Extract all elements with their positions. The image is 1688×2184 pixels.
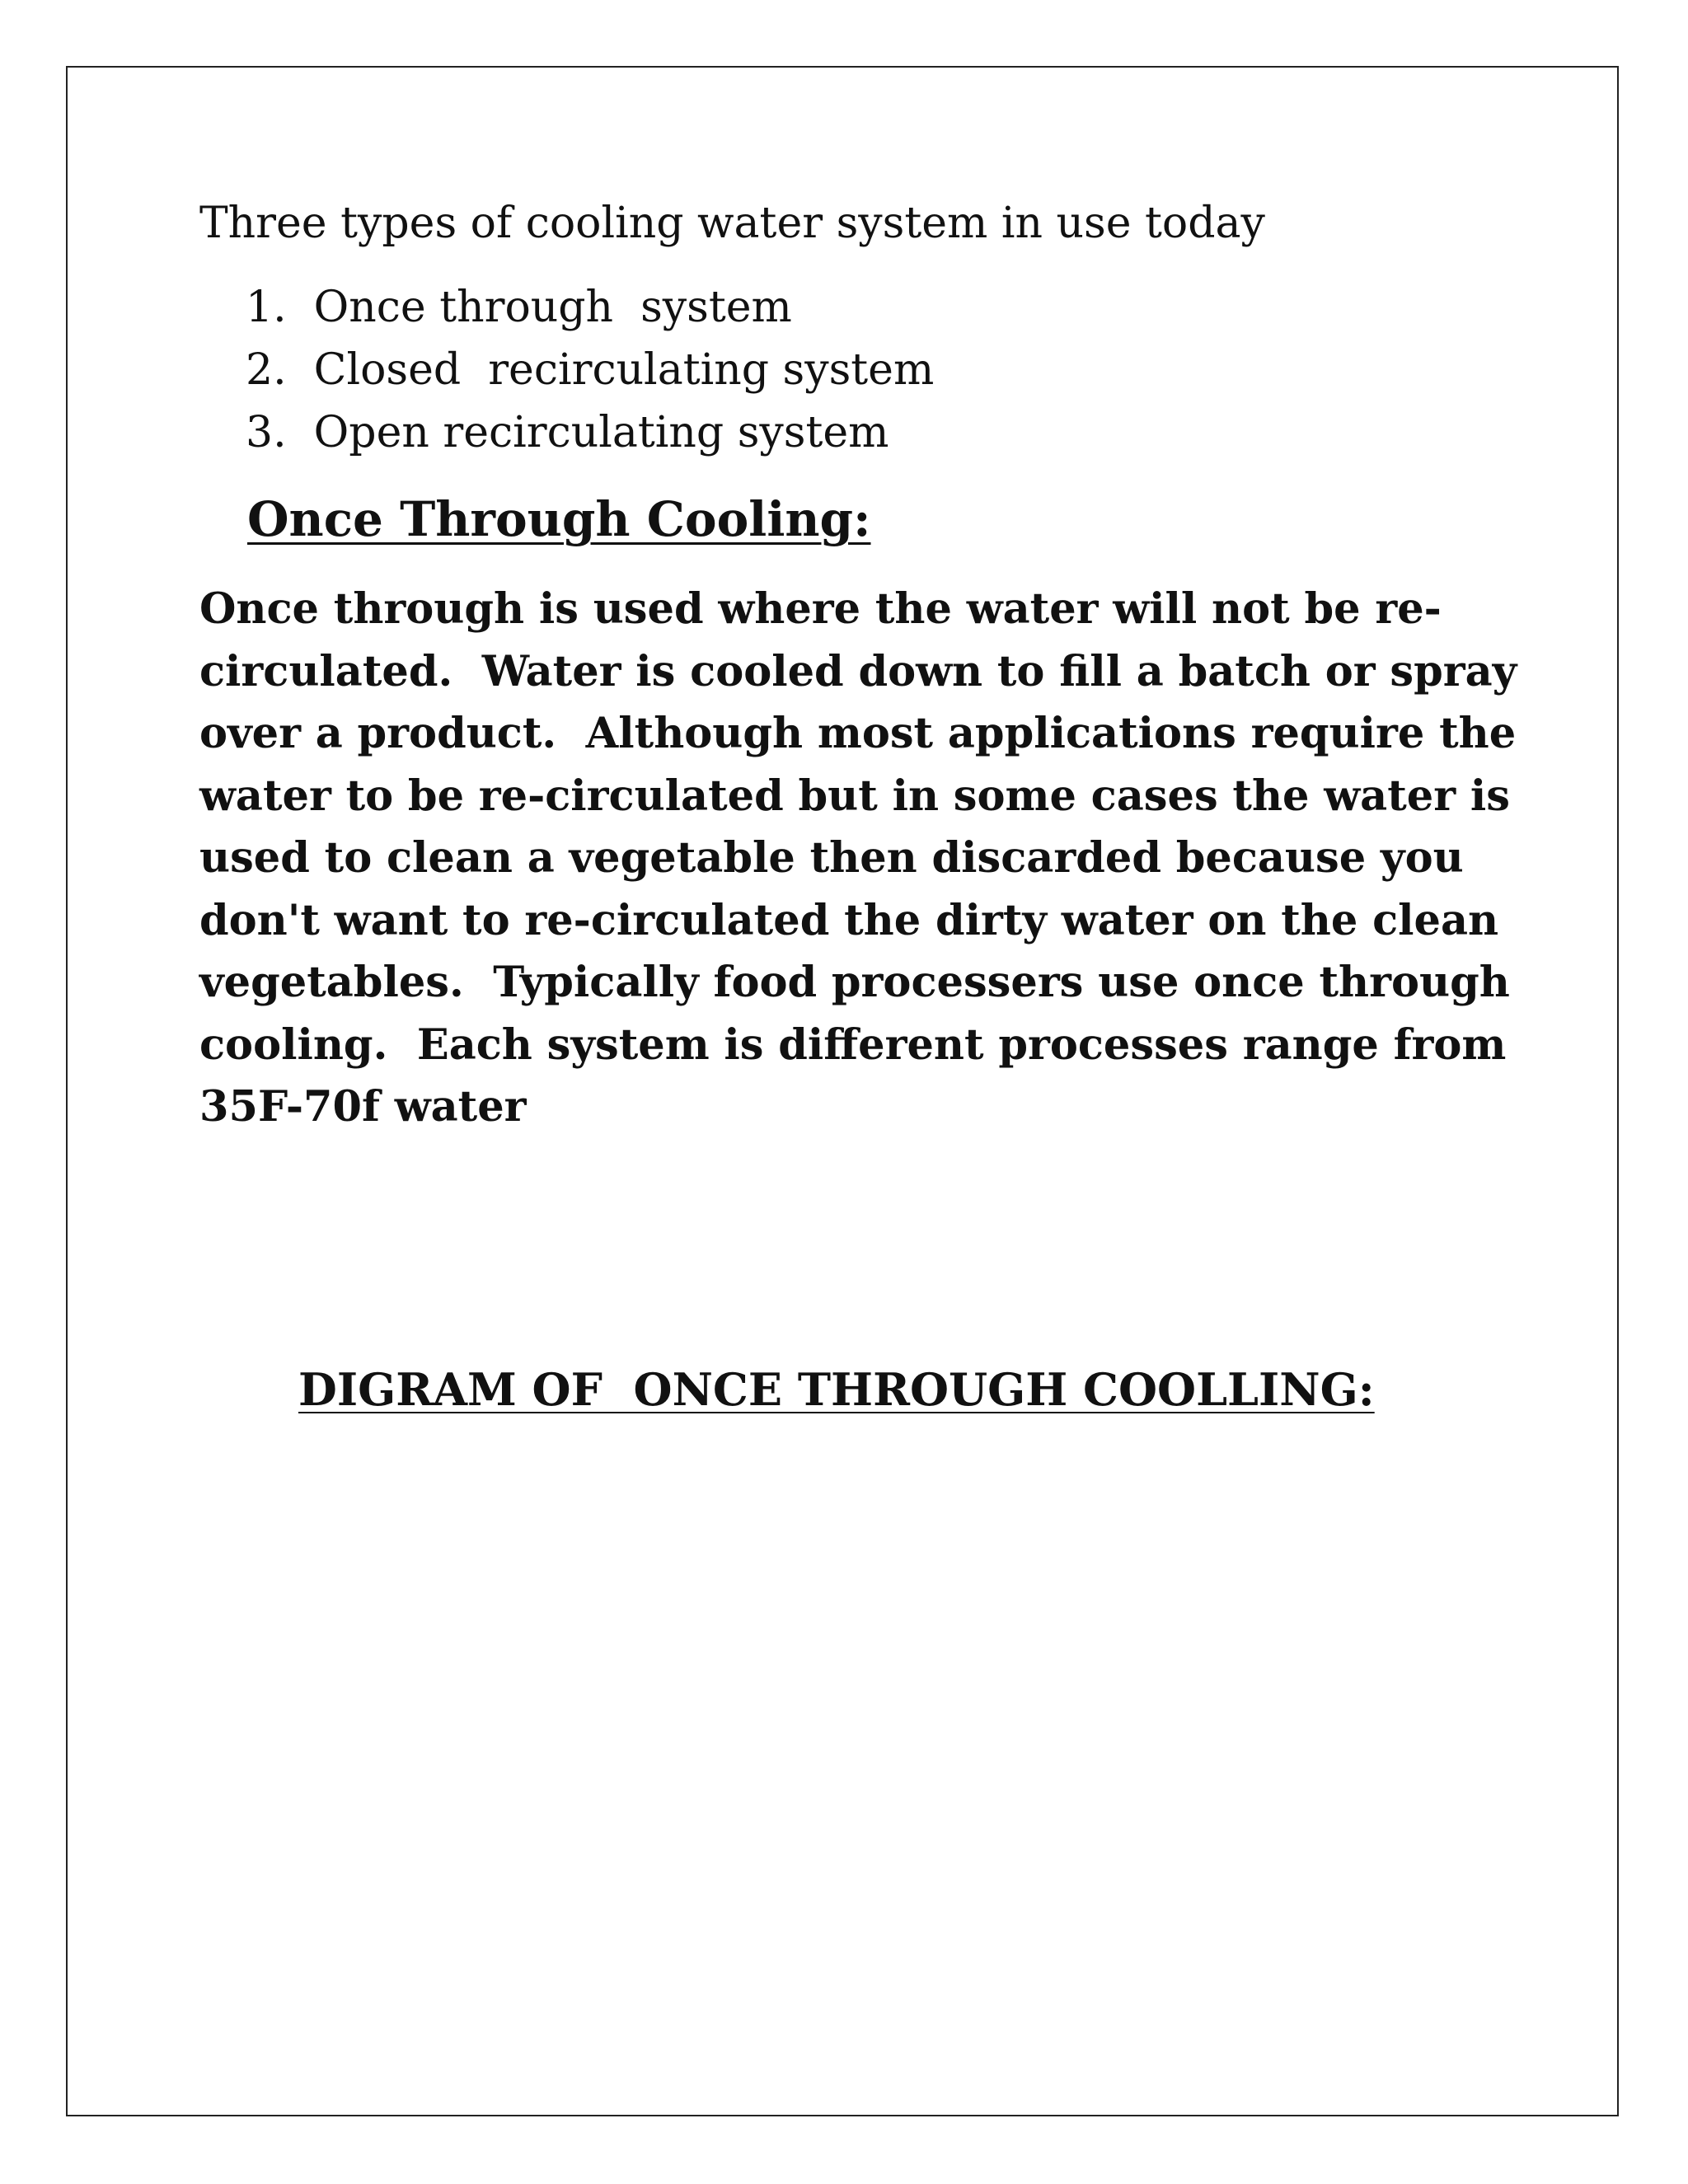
body-line: water to be re-circulated but in some cases the water is xyxy=(199,771,1510,821)
body-line: 35F-70f water xyxy=(199,1082,527,1132)
body-line: cooling. Each system is different processes range from xyxy=(199,1019,1507,1070)
cooling-types-list xyxy=(246,276,934,464)
body-paragraph xyxy=(199,579,1517,1139)
list-item: 2. Closed recirculating system xyxy=(246,345,935,395)
body-line: Once through is used where the water will not be re- xyxy=(199,584,1442,634)
body-line: vegetables. Typically food processers use once through xyxy=(199,958,1510,1007)
body-line: over a product. Although most applications require the xyxy=(199,709,1517,758)
diagram-title: DIGRAM OF ONCE THROUGH COOLLING: xyxy=(298,1363,1375,1416)
body-line: don't want to re-circulated the dirty water on the clean xyxy=(199,895,1499,945)
list-item: 1. Once through system xyxy=(246,283,792,332)
body-line: used to clean a vegetable then discarded because you xyxy=(199,833,1464,883)
intro-text: Three types of cooling water system in use today xyxy=(199,199,1265,248)
section-heading: Once Through Cooling: xyxy=(247,491,871,547)
list-item: 3. Open recirculating system xyxy=(246,408,889,457)
body-line: circulated. Water is cooled down to fill a batch or spray xyxy=(199,646,1517,696)
